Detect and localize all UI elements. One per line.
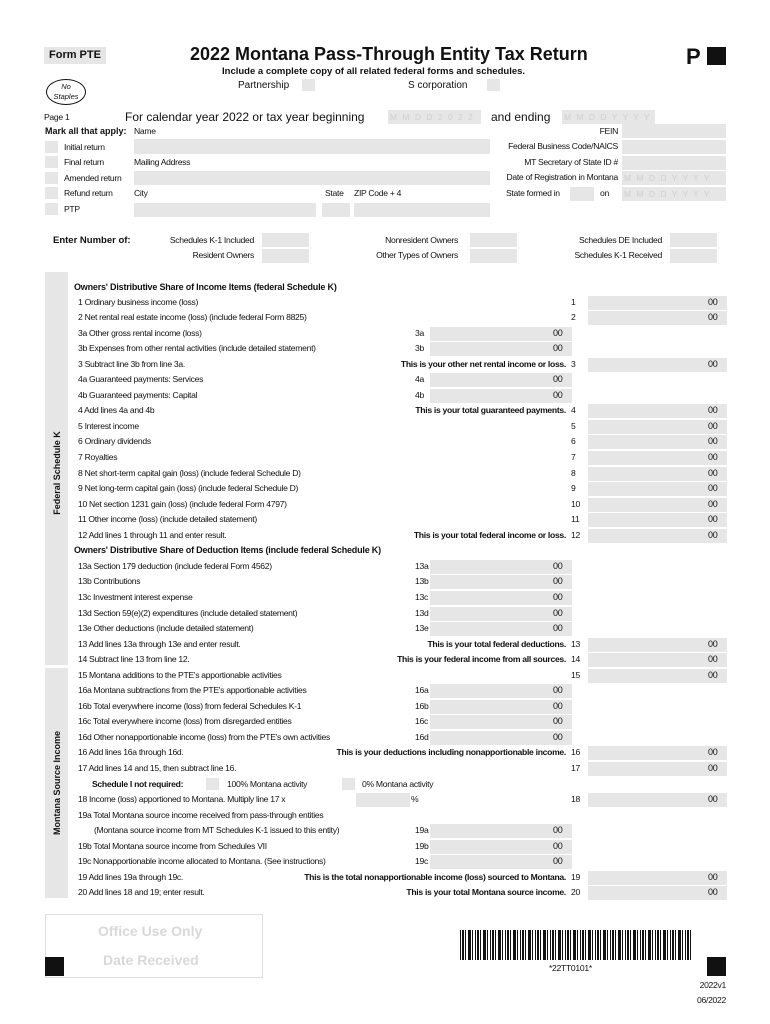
total-amount-field[interactable] [588, 871, 727, 885]
line-result-note: This is your federal income from all sources. [397, 654, 566, 665]
income-section-heading: Owners' Distributive Share of Income Items (federal Schedule K) [74, 282, 337, 292]
partnership-label: Partnership [238, 80, 290, 91]
city-field[interactable] [134, 203, 316, 217]
form-line [0, 295, 770, 311]
line-description: 19 Add lines 19a through 19c. [78, 871, 184, 882]
return-type-checkbox[interactable] [45, 156, 58, 168]
name-label: Name [134, 126, 156, 136]
form-line [0, 559, 770, 575]
right-line-number: 9 [571, 483, 576, 494]
k1-received-count-field[interactable] [670, 249, 717, 263]
cents-zero: 00 [708, 498, 718, 509]
k1-received-label: Schedules K-1 Received [574, 250, 662, 260]
mid-amount-field[interactable] [430, 715, 572, 729]
cents-zero: 00 [708, 514, 718, 525]
mid-amount-field[interactable] [430, 342, 572, 356]
form-line [0, 543, 770, 559]
form-line [0, 854, 770, 870]
line-result-note: This is your total federal deductions. [427, 638, 566, 649]
form-line [0, 870, 770, 886]
return-type-checkbox[interactable] [45, 141, 58, 153]
line-result-note: This is your deductions including nonapportionable income. [336, 747, 566, 758]
corner-mark: P [686, 44, 701, 69]
right-line-number: 15 [571, 669, 580, 680]
total-amount-field[interactable] [588, 498, 727, 512]
return-type-label: Final return [64, 157, 104, 168]
mailing-field[interactable] [134, 171, 490, 185]
cents-zero: 00 [553, 576, 563, 587]
total-amount-field[interactable] [588, 451, 727, 465]
cents-zero: 00 [553, 825, 563, 836]
total-amount-field[interactable] [588, 420, 727, 434]
s-corp-checkbox[interactable] [487, 79, 500, 91]
line-description: 3b Expenses from other rental activities (include detailed statement) [78, 343, 316, 354]
zero-montana-checkbox[interactable] [342, 778, 355, 790]
cents-zero: 00 [553, 856, 563, 867]
state-formed-label: State formed in [506, 188, 560, 198]
cents-zero: 00 [553, 560, 563, 571]
cents-zero: 00 [553, 840, 563, 851]
reg-date-field[interactable]: M M D D Y Y Y Y [622, 171, 726, 185]
cents-zero: 00 [553, 607, 563, 618]
k1-count-field[interactable] [262, 233, 309, 247]
cents-zero: 00 [708, 669, 718, 680]
mid-line-number: 16c [415, 716, 428, 727]
office-use-label: Office Use Only [98, 923, 203, 939]
total-amount-field[interactable] [588, 529, 727, 543]
return-type-label: Initial return [64, 142, 105, 152]
cents-zero: 00 [553, 389, 563, 400]
line-description: 16b Total everywhere income (loss) from federal Schedules K-1 [78, 700, 302, 711]
right-line-number: 14 [571, 654, 580, 665]
cents-zero: 00 [708, 483, 718, 494]
form-line [0, 808, 770, 824]
tax-year-end-field[interactable]: M M D D Y Y Y Y [562, 110, 655, 124]
corner-square [707, 47, 726, 65]
mid-line-number: 16d [415, 731, 429, 742]
total-amount-field[interactable] [588, 482, 727, 496]
total-amount-field[interactable] [588, 669, 727, 683]
line-description: 2 Net rental real estate income (loss) (include federal Form 8825) [78, 312, 307, 323]
cents-zero: 00 [708, 436, 718, 447]
return-type-label: PTP [64, 203, 80, 214]
mid-line-number: 13e [415, 623, 429, 634]
cents-zero: 00 [708, 794, 718, 805]
form-line [0, 357, 770, 373]
cents-zero: 00 [708, 887, 718, 898]
page-title: 2022 Montana Pass-Through Entity Tax Return [190, 44, 588, 64]
line-description: 16a Montana subtractions from the PTE's apportionable activities [78, 685, 307, 696]
return-type-label: Refund return [64, 188, 113, 199]
right-line-number: 18 [571, 794, 580, 805]
total-amount-field[interactable] [588, 762, 727, 776]
mid-line-number: 13c [415, 591, 428, 602]
line-description-continued: (Montana source income from MT Schedules K-1 issued to this entity) [94, 825, 340, 836]
mid-amount-field[interactable] [430, 327, 572, 341]
cents-zero: 00 [553, 716, 563, 727]
full-montana-label: 100% Montana activity [227, 778, 308, 789]
form-line-continued [0, 823, 770, 839]
form-line [0, 326, 770, 342]
form-line [0, 652, 770, 668]
cents-zero: 00 [708, 529, 718, 540]
mid-amount-field[interactable] [430, 575, 572, 589]
mid-amount-field[interactable] [430, 373, 572, 387]
mid-amount-field[interactable] [430, 684, 572, 698]
mid-line-number: 19c [415, 856, 428, 867]
cents-zero: 00 [708, 763, 718, 773]
full-montana-checkbox[interactable] [206, 778, 219, 790]
cents-zero: 00 [708, 296, 718, 307]
state-field[interactable] [322, 203, 350, 217]
cents-zero: 00 [553, 685, 563, 696]
form-line [0, 714, 770, 730]
total-amount-field[interactable] [588, 638, 727, 652]
return-type-checkbox[interactable] [45, 187, 58, 199]
nonresident-count-field[interactable] [470, 233, 517, 247]
line-description: 20 Add lines 18 and 19; enter result. [78, 887, 205, 898]
form-line [0, 419, 770, 435]
mid-amount-field[interactable] [430, 622, 572, 636]
cents-zero: 00 [553, 343, 563, 354]
mid-amount-field[interactable] [430, 560, 572, 574]
naics-field[interactable] [622, 140, 726, 154]
total-amount-field[interactable] [588, 653, 727, 667]
right-line-number: 17 [571, 763, 580, 773]
line-description: 5 Interest income [78, 420, 139, 431]
line-description: 19a Total Montana source income received from pass-through entities [78, 809, 324, 820]
right-line-number: 4 [571, 405, 576, 416]
de-label: Schedules DE Included [578, 235, 662, 245]
percent-sign: % [411, 794, 419, 805]
barcode [460, 930, 692, 960]
right-line-number: 11 [571, 514, 580, 525]
mid-line-number: 13d [415, 607, 429, 618]
right-line-number: 6 [571, 436, 576, 447]
reg-date-label: Date of Registration in Montana [506, 172, 618, 182]
line-description: 15 Montana additions to the PTE's apportionable activities [78, 669, 282, 680]
cents-zero: 00 [708, 871, 718, 882]
line-description: 8 Net short-term capital gain (loss) (include federal Schedule D) [78, 467, 301, 478]
cents-zero: 00 [553, 327, 563, 338]
mid-line-number: 4b [415, 389, 424, 400]
line-description: 16d Other nonapportionable income (loss) from the PTE's own activities [78, 731, 330, 742]
calendar-text: For calendar year 2022 or tax year beginning [125, 110, 365, 124]
fein-field[interactable] [622, 124, 726, 138]
subtitle: Include a complete copy of all related federal forms and schedules. [222, 66, 526, 77]
line-description: 17 Add lines 14 and 15, then subtract line 16. [78, 763, 237, 773]
form-line [0, 403, 770, 419]
mid-line-number: 3a [415, 327, 424, 338]
right-line-number: 5 [571, 420, 576, 431]
total-amount-field[interactable] [588, 358, 727, 372]
s-corp-label: S corporation [408, 80, 468, 91]
line-description: 13e Other deductions (include detailed statement) [78, 623, 254, 634]
cents-zero: 00 [708, 654, 718, 665]
mark-all-label: Mark all that apply: [45, 126, 127, 136]
line-description: 6 Ordinary dividends [78, 436, 151, 447]
form-line [0, 699, 770, 715]
line-result-note: This is your total guaranteed payments. [415, 405, 566, 416]
form-line [0, 481, 770, 497]
mid-line-number: 4a [415, 374, 424, 385]
form-date: 06/2022 [697, 995, 726, 1005]
return-type-checkbox[interactable] [45, 172, 58, 184]
cents-zero: 00 [708, 452, 718, 462]
line-description: 13 Add lines 13a through 13e and enter result. [78, 638, 241, 649]
footer-square-right [707, 957, 726, 976]
mid-line-number: 19a [415, 825, 429, 836]
line-description: 11 Other income (loss) (include detailed statement) [78, 514, 257, 525]
mid-amount-field[interactable] [430, 389, 572, 403]
total-amount-field[interactable] [588, 746, 727, 760]
line-description: 3a Other gross rental income (loss) [78, 327, 202, 338]
line-description: 4b Guaranteed payments: Capital [78, 389, 198, 400]
line-description: 10 Net section 1231 gain (loss) (include federal Form 4797) [78, 498, 287, 509]
total-amount-field[interactable] [588, 886, 727, 900]
k1-label: Schedules K-1 Included [169, 235, 254, 245]
cents-zero: 00 [708, 358, 718, 369]
page-number: Page 1 [44, 112, 70, 122]
form-version: 2022v1 [699, 980, 726, 990]
form-line [0, 372, 770, 388]
right-line-number: 10 [571, 498, 580, 509]
cents-zero: 00 [553, 731, 563, 742]
other-types-count-field[interactable] [470, 249, 517, 263]
form-line [0, 621, 770, 637]
federal-section-label: Federal Schedule K [52, 431, 62, 515]
mid-amount-field[interactable] [430, 840, 572, 854]
cents-zero: 00 [708, 420, 718, 431]
sos-id-label: MT Secretary of State ID # [524, 157, 618, 167]
form-line [0, 668, 770, 684]
footer-square-left [45, 957, 64, 976]
line-description: 13c Investment interest expense [78, 591, 193, 602]
line-result-note: This is your total federal income or loss. [413, 529, 566, 540]
mid-amount-field[interactable] [430, 591, 572, 605]
cents-zero: 00 [708, 405, 718, 416]
right-line-number: 8 [571, 467, 576, 478]
mid-line-number: 16a [415, 685, 429, 696]
mid-amount-field[interactable] [430, 731, 572, 745]
line-description: 3 Subtract line 3b from line 3a. [78, 358, 185, 369]
city-label: City [134, 188, 148, 198]
total-amount-field[interactable] [588, 793, 727, 807]
right-line-number: 20 [571, 887, 580, 898]
total-amount-field[interactable] [588, 311, 727, 325]
form-line [0, 434, 770, 450]
line-description: 14 Subtract line 13 from line 12. [78, 654, 190, 665]
right-line-number: 7 [571, 452, 576, 462]
mid-line-number: 16b [415, 700, 429, 711]
form-line [0, 528, 770, 544]
form-line [0, 683, 770, 699]
enter-number-label: Enter Number of: [53, 235, 131, 246]
line-description: 16 Add lines 16a through 16d. [78, 747, 184, 758]
resident-label: Resident Owners [192, 250, 254, 260]
zero-montana-label: 0% Montana activity [362, 778, 434, 789]
form-line [0, 730, 770, 746]
form-line [0, 388, 770, 404]
cents-zero: 00 [553, 374, 563, 385]
mid-amount-field[interactable] [430, 855, 572, 869]
form-line [0, 745, 770, 761]
form-line [0, 777, 770, 793]
nonresident-label: Nonresident Owners [385, 235, 458, 245]
partnership-checkbox[interactable] [302, 79, 315, 91]
barcode-text: *22TT0101* [549, 963, 592, 973]
form-line [0, 590, 770, 606]
return-type-checkbox[interactable] [45, 203, 58, 215]
cents-zero: 00 [708, 747, 718, 758]
apportionment-percent-field[interactable] [356, 793, 410, 807]
form-line [0, 574, 770, 590]
line-result-note: This is your other net rental income or loss. [400, 358, 566, 369]
form-line [0, 310, 770, 326]
line-description: 4 Add lines 4a and 4b [78, 405, 155, 416]
line-description: 1 Ordinary business income (loss) [78, 296, 199, 307]
return-type-label: Amended return [64, 172, 122, 183]
montana-section-label: Montana Source Income [52, 730, 62, 836]
mailing-label: Mailing Address [134, 157, 191, 167]
cents-zero: 00 [553, 591, 563, 602]
total-amount-field[interactable] [588, 435, 727, 449]
line-description: 4a Guaranteed payments: Services [78, 374, 204, 385]
form-line [0, 885, 770, 901]
ending-text: and ending [491, 110, 551, 124]
cents-zero: 00 [708, 638, 718, 649]
sos-id-field[interactable] [622, 156, 726, 170]
cents-zero: 00 [708, 312, 718, 323]
form-line [0, 497, 770, 513]
form-line [0, 637, 770, 653]
line-description: 13d Section 59(e)(2) expenditures (include detailed statement) [78, 607, 298, 618]
naics-label: Federal Business Code/NAICS [508, 141, 618, 151]
mid-amount-field[interactable] [430, 607, 572, 621]
form-line [0, 341, 770, 357]
form-line [0, 450, 770, 466]
de-count-field[interactable] [670, 233, 717, 247]
line-description: 7 Royalties [78, 452, 118, 462]
fein-label: FEIN [599, 126, 618, 136]
right-line-number: 1 [571, 296, 576, 307]
right-line-number: 12 [571, 529, 580, 540]
date-received-label: Date Received [103, 952, 199, 968]
form-line [0, 792, 770, 808]
total-amount-field[interactable] [588, 513, 727, 527]
line-description: 9 Net long-term capital gain (loss) (include federal Schedule D) [78, 483, 299, 494]
tax-year-begin-field[interactable]: M M D D 2 0 2 2 [388, 110, 481, 124]
right-line-number: 3 [571, 358, 576, 369]
form-label: Form PTE [44, 47, 106, 64]
on-label: on [600, 188, 609, 198]
line-description: 13a Section 179 deduction (include federal Form 4562) [78, 560, 272, 571]
line-description: 16c Total everywhere income (loss) from disregarded entities [78, 716, 292, 727]
name-field[interactable] [134, 139, 490, 154]
form-line [0, 761, 770, 777]
line-result-note: This is your total Montana source income. [406, 887, 566, 898]
other-types-label: Other Types of Owners [376, 250, 458, 260]
right-line-number: 19 [571, 871, 580, 882]
formed-date-field[interactable]: M M D D Y Y Y Y [622, 187, 726, 201]
total-amount-field[interactable] [588, 404, 727, 418]
cents-zero: 00 [553, 700, 563, 711]
line-result-note: This is the total nonapportionable income (loss) sourced to Montana. [304, 871, 566, 882]
form-line [0, 839, 770, 855]
zip-field[interactable] [354, 203, 490, 217]
line-description: 19c Nonapportionable income allocated to Montana. (See instructions) [78, 856, 326, 867]
cents-zero: 00 [708, 467, 718, 478]
cents-zero: 00 [553, 623, 563, 634]
mid-line-number: 13a [415, 560, 429, 571]
form-line [0, 466, 770, 482]
schedule-i-label: Schedule I not required: [92, 778, 184, 789]
mid-line-number: 3b [415, 343, 424, 354]
state-label: State [325, 188, 344, 198]
right-line-number: 2 [571, 312, 576, 323]
form-line [0, 606, 770, 622]
right-line-number: 16 [571, 747, 580, 758]
zip-label: ZIP Code + 4 [354, 188, 402, 198]
line-description: 19b Total Montana source income from Schedules VII [78, 840, 267, 851]
resident-count-field[interactable] [262, 249, 309, 263]
line-description: 18 Income (loss) apportioned to Montana. Multiply line 17 x [78, 794, 286, 805]
total-amount-field[interactable] [588, 467, 727, 481]
right-line-number: 13 [571, 638, 580, 649]
no-staples-badge: No Staples [46, 79, 86, 105]
mid-amount-field[interactable] [430, 700, 572, 714]
line-description: 12 Add lines 1 through 11 and enter result. [78, 529, 227, 540]
deduction-section-heading: Owners' Distributive Share of Deduction Items (include federal Schedule K) [74, 545, 381, 556]
line-description: 13b Contributions [78, 576, 141, 587]
state-formed-field[interactable] [570, 187, 594, 201]
mid-amount-field[interactable] [430, 824, 572, 838]
mid-line-number: 19b [415, 840, 429, 851]
form-line [0, 512, 770, 528]
total-amount-field[interactable] [588, 296, 727, 310]
mid-line-number: 13b [415, 576, 429, 587]
